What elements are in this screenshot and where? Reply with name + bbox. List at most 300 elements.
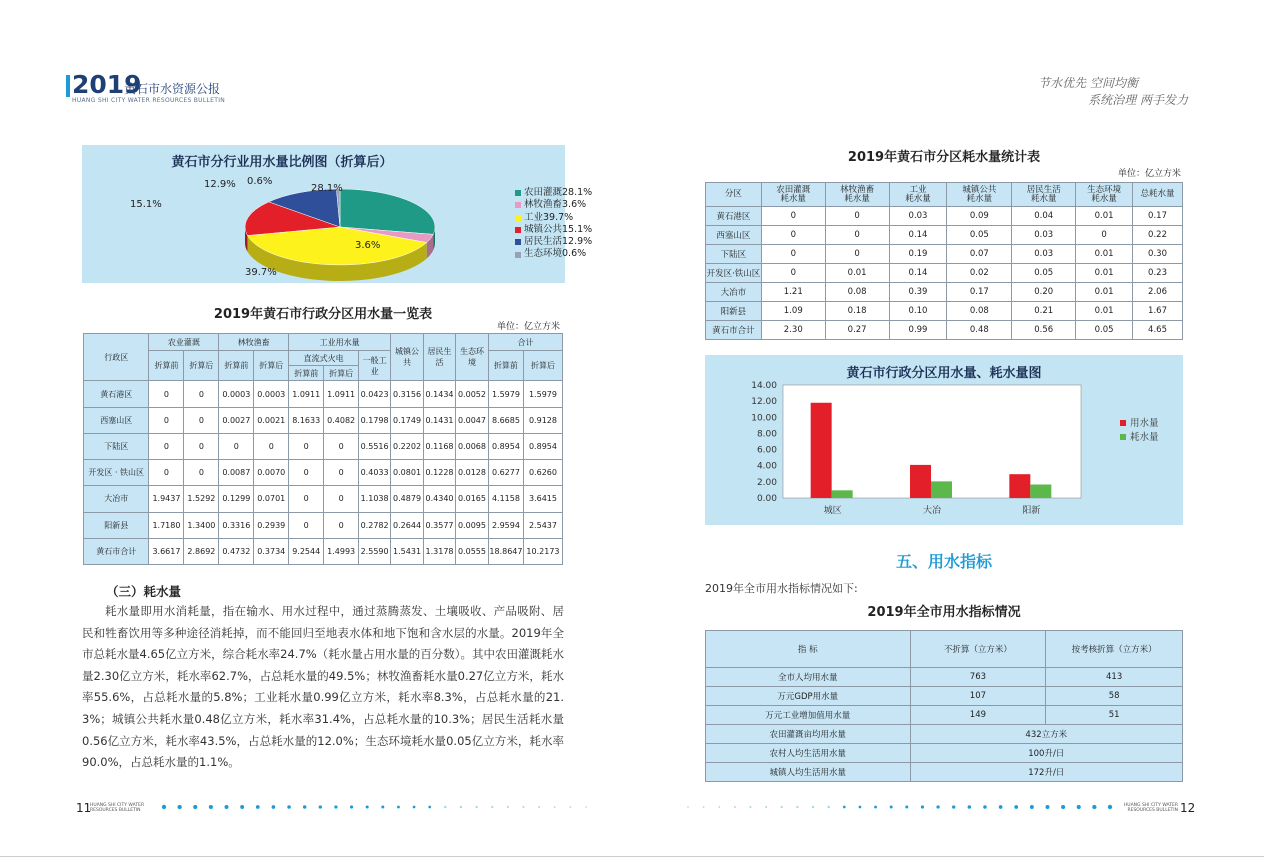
table-cell: 0.05 [1012, 264, 1076, 283]
table2-title: 2019年黄石市分区耗水量统计表 [847, 150, 1041, 165]
legend-swatch [515, 227, 521, 233]
footer-dot [538, 806, 540, 808]
table-cell: 2.5590 [359, 538, 391, 564]
table-cell: 0 [254, 433, 289, 459]
footer-dot [859, 806, 862, 809]
pie-chart [82, 145, 565, 283]
footer-dot [491, 806, 493, 808]
table-cell: 0 [324, 512, 359, 538]
table-cell: 0.22 [1133, 226, 1183, 245]
table-cell: 0 [149, 460, 184, 486]
table-row [84, 512, 563, 538]
legend-label: 农田灌溉28.1% [524, 187, 593, 198]
footer-dot [734, 806, 736, 808]
table-cell: 58 [1046, 687, 1183, 706]
column-header: 居民生活 耗水量 [1012, 183, 1076, 207]
table3 [705, 630, 1183, 782]
table-row [706, 706, 1183, 725]
table-cell: 0.0068 [456, 433, 489, 459]
row-label: 下陆区 [706, 245, 762, 264]
table-cell: 8.6685 [488, 407, 523, 433]
th-forest: 林牧渔畜 [219, 334, 289, 351]
table-cell: 0.01 [1076, 264, 1133, 283]
table-cell: 0.3316 [219, 512, 254, 538]
table-cell: 1.67 [1133, 302, 1183, 321]
table-cell: 0.05 [1076, 321, 1133, 340]
table-cell: 0.01 [1076, 283, 1133, 302]
table-row [706, 283, 1183, 302]
table-cell: 0.04 [1012, 207, 1076, 226]
table-cell: 0.27 [825, 321, 889, 340]
table-cell: 0 [761, 207, 825, 226]
th-before: 折算前 [289, 366, 324, 381]
table-cell: 0.01 [1076, 302, 1133, 321]
footer-dot [570, 806, 572, 808]
table-cell: 0.1434 [424, 381, 456, 407]
footer-dot [272, 805, 276, 809]
table-cell: 0.9128 [523, 407, 562, 433]
table-cell: 0.6277 [488, 460, 523, 486]
legend-label: 居民生活12.9% [524, 236, 593, 248]
y-tick-label: 2.00 [756, 477, 777, 488]
footer-line1: HUANG SHI CITY WATER [90, 803, 145, 808]
th-after: 折算后 [324, 366, 359, 381]
th-farm: 农业灌溉 [149, 334, 219, 351]
pie-chart-panel [82, 145, 593, 283]
table-cell: 1.0911 [324, 381, 359, 407]
th-resident: 居民生活 [424, 334, 456, 381]
row-label: 阳新县 [84, 512, 149, 538]
table-cell: 0.1798 [359, 407, 391, 433]
row-label: 黄石市合计 [84, 538, 149, 564]
row-label: 下陆区 [84, 433, 149, 459]
header-accent-bar [66, 75, 70, 97]
footer-dot [397, 806, 400, 809]
table-cell: 0.0165 [456, 486, 489, 512]
slogan-line1: 节水优先 空间均衡 [1038, 76, 1138, 90]
table-cell: 0.3734 [254, 538, 289, 564]
column-header: 林牧渔畜 耗水量 [825, 183, 889, 207]
row-label: 大冶市 [706, 283, 762, 302]
th-town: 城镇公共 [391, 334, 424, 381]
page-bottom-border [0, 856, 1264, 857]
table-cell: 0 [324, 433, 359, 459]
column-header: 指 标 [706, 631, 911, 668]
table-cell: 0 [324, 486, 359, 512]
table-cell: 1.1038 [359, 486, 391, 512]
table-row [706, 226, 1183, 245]
th-eco: 生态环境 [456, 334, 489, 381]
table-cell: 0 [149, 407, 184, 433]
bar-chart-title: 黄石市行政分区用水量、耗水量图 [846, 366, 1042, 381]
table-row [84, 538, 563, 564]
column-header: 总耗水量 [1133, 183, 1183, 207]
footer-dot [554, 806, 556, 808]
table-cell: 0 [761, 226, 825, 245]
footer-dot [1014, 805, 1018, 809]
table-cell: 172升/日 [910, 763, 1182, 782]
table-cell: 0.14 [889, 264, 947, 283]
footer-dot [827, 806, 830, 809]
bar-耗水量-大冶 [931, 481, 952, 498]
table-cell: 51 [1046, 706, 1183, 725]
legend-item [515, 224, 592, 236]
table-cell: 0.0801 [391, 460, 424, 486]
table-cell: 1.09 [761, 302, 825, 321]
column-header: 不折算（立方米） [910, 631, 1046, 668]
table-row [706, 744, 1183, 763]
left-footer-brand [90, 803, 144, 813]
bar-耗水量-阳新 [1030, 485, 1051, 498]
table-cell: 0.8954 [488, 433, 523, 459]
footer-dot [1077, 805, 1081, 809]
table-cell: 0.4340 [424, 486, 456, 512]
footer-dot [522, 806, 524, 808]
table-cell: 0.4033 [359, 460, 391, 486]
table-cell: 0.30 [1133, 245, 1183, 264]
row-label: 黄石港区 [706, 207, 762, 226]
row-label: 阳新县 [706, 302, 762, 321]
row-label: 万元GDP用水量 [706, 687, 911, 706]
row-label: 黄石市合计 [706, 321, 762, 340]
table-cell: 0.01 [1076, 207, 1133, 226]
right-page-number: 12 [1180, 801, 1196, 815]
table-cell: 0.03 [1012, 245, 1076, 264]
table-cell: 0 [149, 381, 184, 407]
footer-dot [475, 806, 477, 808]
row-label: 黄石港区 [84, 381, 149, 407]
table-header-row [706, 631, 1183, 668]
legend-swatch [1120, 434, 1126, 440]
legend-swatch [515, 252, 521, 258]
table1-unit: 单位：亿立方米 [497, 322, 561, 332]
footer-dot [225, 805, 229, 809]
table-cell: 0 [761, 264, 825, 283]
table-cell: 0.07 [947, 245, 1012, 264]
table-cell: 3.6415 [523, 486, 562, 512]
footer-dot [781, 806, 783, 808]
footer-line1: HUANG SHI CITY WATER [1123, 803, 1178, 808]
footer-dot [968, 805, 971, 808]
table-cell: 149 [910, 706, 1046, 725]
table-cell: 0.17 [947, 283, 1012, 302]
footer-dot [921, 805, 924, 808]
table-cell: 0.0003 [219, 381, 254, 407]
bar-耗水量-城区 [832, 490, 853, 498]
footer-dot [177, 805, 181, 809]
legend-label: 耗水量 [1130, 432, 1159, 443]
table-cell: 18.8647 [488, 538, 523, 564]
x-tick-label: 阳新 [1022, 506, 1041, 516]
table-cell: 0 [324, 460, 359, 486]
table-row [84, 433, 563, 459]
y-tick-label: 0.00 [756, 494, 777, 504]
th-before: 折算前 [219, 351, 254, 381]
table-cell: 2.9594 [488, 512, 523, 538]
legend-label: 用水量 [1130, 418, 1159, 429]
table-cell: 1.3400 [184, 512, 219, 538]
table-row [706, 668, 1183, 687]
bar-用水量-大冶 [910, 465, 931, 498]
row-label: 大冶市 [84, 486, 149, 512]
footer-dot [460, 806, 462, 808]
table-row [706, 687, 1183, 706]
footer-dot [209, 805, 213, 809]
table-cell: 0.3577 [424, 512, 456, 538]
pie-label-forest: 3.6% [355, 240, 381, 251]
table-cell: 413 [1046, 668, 1183, 687]
legend-label: 生态环境0.6% [524, 248, 587, 260]
table-cell: 0.0052 [456, 381, 489, 407]
table-row [706, 264, 1183, 283]
footer-dot [334, 805, 337, 808]
th-region: 行政区 [84, 334, 149, 381]
table-cell: 0.0128 [456, 460, 489, 486]
th-industry: 工业用水量 [289, 334, 391, 351]
table-cell: 0.1299 [219, 486, 254, 512]
table-cell: 3.6617 [149, 538, 184, 564]
table1-title: 2019年黄石市行政分区用水量一览表 [213, 307, 433, 322]
legend-swatch [515, 239, 521, 245]
table-cell: 0 [184, 433, 219, 459]
th-general: 一般工业 [359, 351, 391, 381]
bar-chart [705, 355, 1183, 525]
footer-dot [999, 805, 1003, 809]
table-cell: 0.10 [889, 302, 947, 321]
table-cell: 0 [761, 245, 825, 264]
table-row [84, 407, 563, 433]
x-tick-label: 城区 [823, 506, 842, 516]
row-label: 城镇人均生活用水量 [706, 763, 911, 782]
footer-dot [444, 806, 447, 809]
table-cell: 0 [289, 486, 324, 512]
table-header-row [706, 183, 1183, 207]
table-cell: 0.4879 [391, 486, 424, 512]
table-cell: 0.3156 [391, 381, 424, 407]
y-tick-label: 4.00 [756, 461, 777, 472]
row-label: 西塞山区 [706, 226, 762, 245]
row-label: 农村人均生活用水量 [706, 744, 911, 763]
table-cell: 10.2173 [523, 538, 562, 564]
y-tick-label: 6.00 [756, 445, 777, 456]
table-cell: 1.9437 [149, 486, 184, 512]
table-cell: 0.6260 [523, 460, 562, 486]
section5-intro: 2019年全市用水指标情况如下: [705, 582, 858, 595]
header-title: 黄石市水资源公报 [124, 82, 221, 96]
table-cell: 0.0701 [254, 486, 289, 512]
table-cell: 2.30 [761, 321, 825, 340]
table-cell: 8.1633 [289, 407, 324, 433]
footer-dot [287, 805, 291, 809]
table-cell: 1.21 [761, 283, 825, 302]
th-before: 折算前 [149, 351, 184, 381]
footer-dot [936, 805, 939, 808]
table-cell: 0.4732 [219, 538, 254, 564]
table-cell: 1.4993 [324, 538, 359, 564]
y-tick-label: 8.00 [756, 429, 777, 440]
table-cell: 4.65 [1133, 321, 1183, 340]
legend-item [515, 187, 592, 199]
th-total: 合计 [488, 334, 562, 351]
table-cell: 107 [910, 687, 1046, 706]
footer-dot [952, 805, 955, 808]
header-subtitle: HUANG SHI CITY WATER RESOURCES BULLETIN [72, 97, 226, 104]
table-cell: 0.48 [947, 321, 1012, 340]
footer-dot [750, 806, 752, 808]
row-label: 开发区 · 铁山区 [84, 460, 149, 486]
table2-unit: 单位：亿立方米 [1118, 169, 1182, 179]
footer-dot [303, 805, 306, 808]
table-cell: 0.0087 [219, 460, 254, 486]
table-row [706, 725, 1183, 744]
footer-dot [240, 805, 244, 809]
legend-swatch [515, 190, 521, 196]
footer-dot [983, 805, 987, 809]
table-cell: 0 [1076, 226, 1133, 245]
section3-heading: （三）耗水量 [106, 584, 182, 599]
row-label: 农田灌溉亩均用水量 [706, 725, 911, 744]
table-cell: 0.1228 [424, 460, 456, 486]
table-cell: 0.4082 [324, 407, 359, 433]
table-cell: 0.99 [889, 321, 947, 340]
table-cell: 0.1168 [424, 433, 456, 459]
footer-dot [1092, 805, 1096, 809]
table-cell: 0.01 [1076, 245, 1133, 264]
footer-dot [381, 806, 384, 809]
footer-dot [162, 805, 166, 809]
footer-dot [193, 805, 197, 809]
table-cell: 1.5979 [523, 381, 562, 407]
right-footer-dots [684, 803, 1114, 811]
table3-title: 2019年全市用水指标情况 [867, 605, 1021, 620]
legend-item [515, 236, 592, 248]
footer-dot [1108, 805, 1112, 809]
pie-chart-title: 黄石市分行业用水量比例图（折算后） [171, 155, 393, 170]
table-cell: 0 [825, 207, 889, 226]
legend-label: 工业39.7% [524, 211, 574, 223]
footer-dot [843, 806, 846, 809]
legend-label: 林牧渔畜3.6% [524, 199, 587, 211]
table-row [84, 381, 563, 407]
table-cell: 0 [184, 381, 219, 407]
table-cell: 0.21 [1012, 302, 1076, 321]
slogan-line2: 系统治理 两手发力 [1088, 93, 1188, 107]
table-cell: 0.39 [889, 283, 947, 302]
footer-dot [796, 806, 798, 808]
legend-swatch [1120, 420, 1126, 426]
y-tick-label: 10.00 [751, 413, 777, 424]
pie-label-eco: 0.6% [247, 176, 273, 187]
table-cell: 0.0027 [219, 407, 254, 433]
footer-dot [718, 806, 720, 808]
legend-swatch [515, 202, 521, 208]
footer-dot [1030, 805, 1034, 809]
column-header: 工业 耗水量 [889, 183, 947, 207]
th-before: 折算前 [488, 351, 523, 381]
section3-paragraph: 耗水量即用水消耗量，指在输水、用水过程中，通过蒸腾蒸发、土壤吸收、产品吸附、居民和牲畜饮用等多种途径消耗掉，而不能回归至地表水体和地下饱和含水层的水量。2019年全市总耗水量4.65亿立方米，综合耗水率24.7%（耗水量占用水量的百分数）。其中农田灌溉耗水量2.30亿立方米，耗水率62.7%，占总耗水量的49.5%；林牧渔畜耗水量0.27亿立方米，耗水率55.6%，占总耗水量的5.8%；工业耗水量0.99亿立方米，耗水率8.3%，占总耗水量的21.3%；城镇公共耗水量0.48亿立方米，耗水率31.4%，占总耗水量的10.3%；居民生活耗水量0.56亿立方米，耗水率43.5%，占总耗水量的12.0%；生态环境耗水量0.05亿立方米，耗水率90.0%，占总耗水量的1.1%。 [82, 604, 564, 770]
footer-dot [874, 806, 877, 809]
table-cell: 0.09 [947, 207, 1012, 226]
table-cell: 0 [825, 226, 889, 245]
pie-label-resident: 12.9% [204, 179, 236, 190]
row-label: 西塞山区 [84, 407, 149, 433]
table-cell: 0.14 [889, 226, 947, 245]
table-cell: 1.3178 [424, 538, 456, 564]
table2 [705, 182, 1183, 340]
footer-line2: RESOURCES BULLETIN [90, 808, 141, 813]
bar-用水量-阳新 [1009, 474, 1030, 498]
table-cell: 0.20 [1012, 283, 1076, 302]
column-header: 分区 [706, 183, 762, 207]
table-cell: 4.1158 [488, 486, 523, 512]
table-cell: 0 [289, 512, 324, 538]
table-cell: 0.2202 [391, 433, 424, 459]
table-cell: 0.03 [1012, 226, 1076, 245]
table-cell: 0.2644 [391, 512, 424, 538]
y-tick-label: 12.00 [751, 397, 777, 408]
y-tick-label: 14.00 [751, 381, 777, 391]
pie-legend [515, 187, 592, 261]
table-cell: 0 [184, 407, 219, 433]
row-label: 开发区·铁山区 [706, 264, 762, 283]
table-cell: 2.06 [1133, 283, 1183, 302]
table-cell: 0.17 [1133, 207, 1183, 226]
table-cell: 0.0047 [456, 407, 489, 433]
table-cell: 0.18 [825, 302, 889, 321]
table-cell: 0.0555 [456, 538, 489, 564]
footer-dot [812, 806, 814, 808]
footer-dot [428, 806, 431, 809]
footer-dot [585, 806, 587, 808]
footer-dot [366, 805, 369, 808]
table-cell: 0.0423 [359, 381, 391, 407]
table-cell: 0.8954 [523, 433, 562, 459]
th-after: 折算后 [523, 351, 562, 381]
table-cell: 0.03 [889, 207, 947, 226]
footer-dot [765, 806, 767, 808]
footer-dot [687, 806, 689, 808]
footer-dot [319, 805, 322, 808]
footer-dot [890, 806, 893, 809]
footer-dot [1061, 805, 1065, 809]
table-cell: 0.05 [947, 226, 1012, 245]
header-year: 2019 [72, 70, 142, 99]
column-header: 按考核折算（立方米） [1046, 631, 1183, 668]
table-cell: 0.0003 [254, 381, 289, 407]
table-cell: 0 [219, 433, 254, 459]
table-cell: 0 [289, 433, 324, 459]
legend-swatch [515, 215, 521, 221]
th-after: 折算后 [184, 351, 219, 381]
table-cell: 0.0070 [254, 460, 289, 486]
table-row [706, 207, 1183, 226]
table-cell: 100升/日 [910, 744, 1182, 763]
table-cell: 432立方米 [910, 725, 1182, 744]
section5-heading: 五、用水指标 [895, 552, 992, 571]
table-cell: 0.5516 [359, 433, 391, 459]
table-cell: 0.1749 [391, 407, 424, 433]
x-tick-label: 大冶 [922, 506, 942, 516]
pie-slice-农田灌溉 [340, 189, 435, 234]
table-cell: 2.5437 [523, 512, 562, 538]
table-row [706, 245, 1183, 264]
footer-dot [507, 806, 509, 808]
bar-用水量-城区 [811, 403, 832, 498]
right-footer-brand [1118, 803, 1178, 813]
footer-dot [256, 805, 260, 809]
table-cell: 0 [825, 245, 889, 264]
table-row [84, 460, 563, 486]
